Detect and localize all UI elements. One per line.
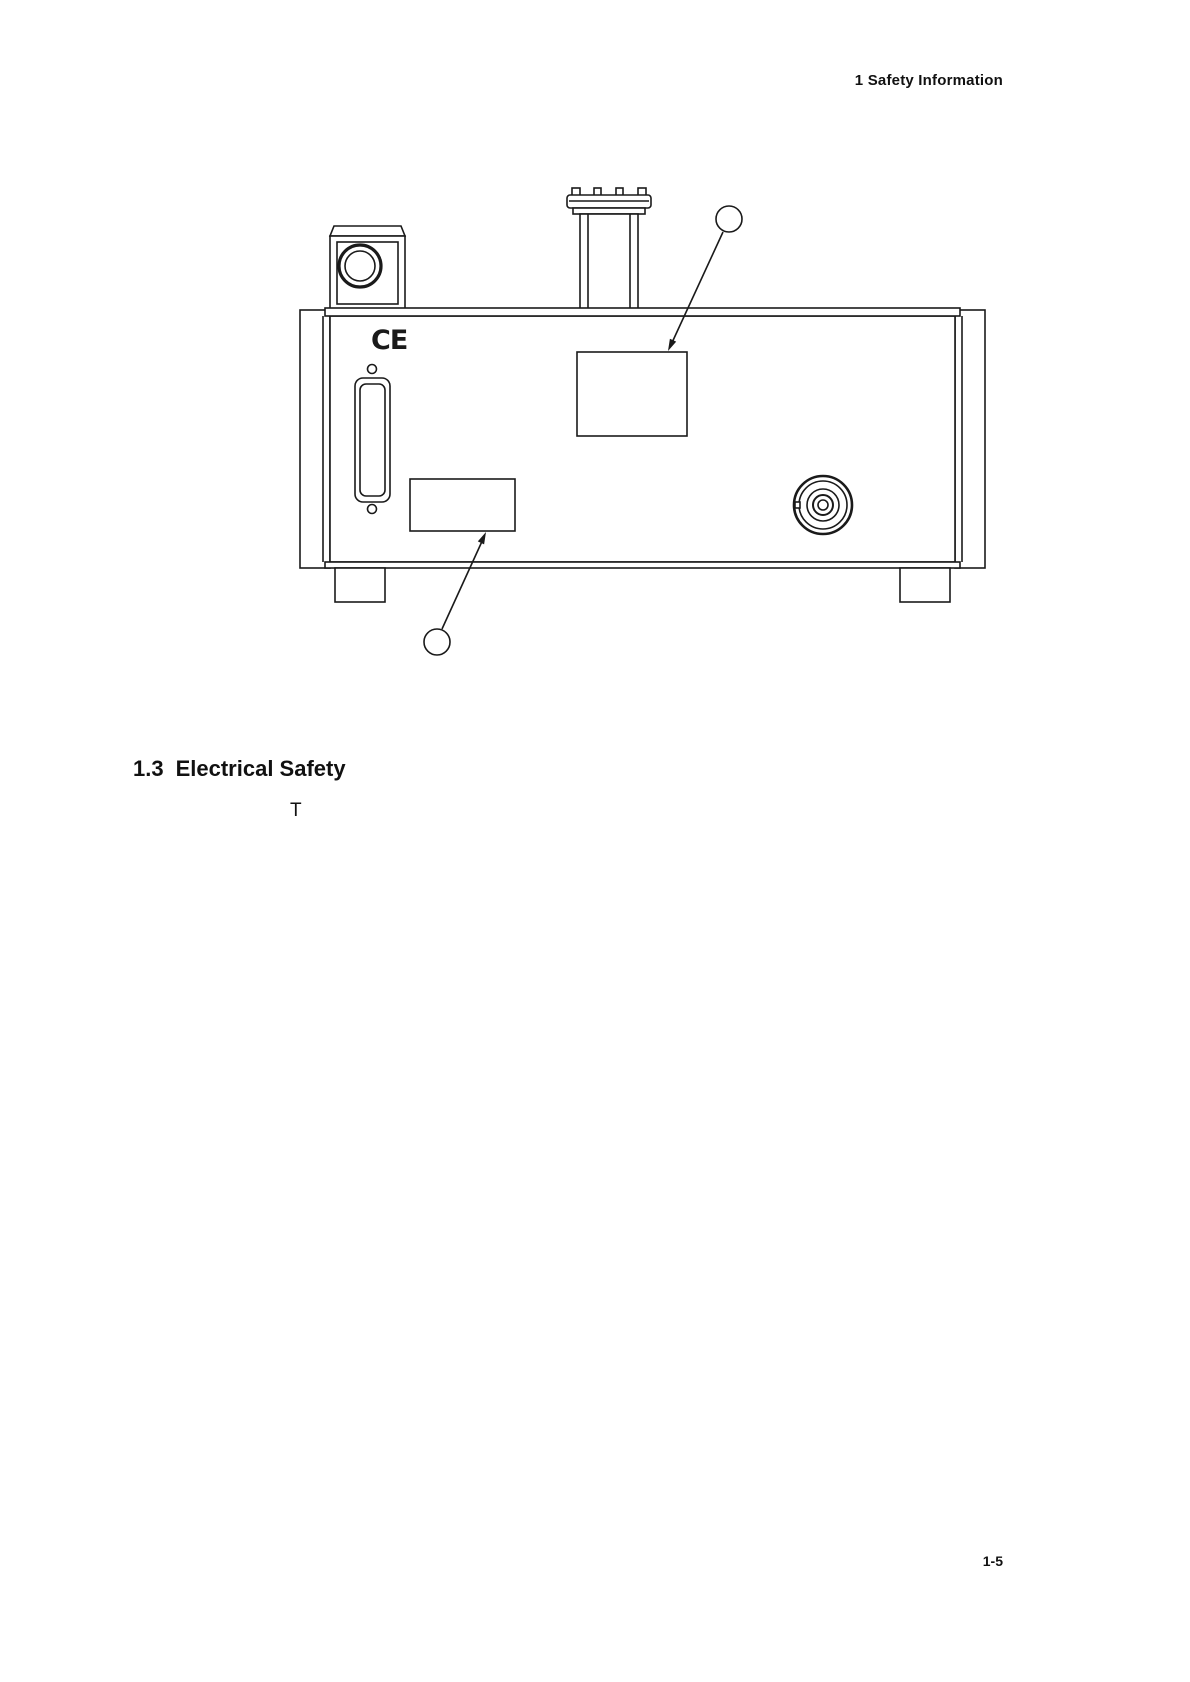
port-collar: [573, 208, 645, 214]
callout-circle-bottom: [424, 629, 450, 655]
left-foot: [335, 568, 385, 602]
top-rail: [325, 308, 960, 316]
page-number: 1-5: [982, 1553, 1003, 1569]
section-number: 1.3: [133, 756, 164, 781]
d-sub-connector: [355, 365, 390, 514]
section-heading: [133, 756, 346, 782]
connector-block-top-face: [330, 226, 405, 236]
section-title: Electrical Safety: [175, 756, 346, 781]
running-header: 1 Safety Information: [854, 72, 1003, 89]
device-rear-view-figure: [0, 0, 1190, 700]
ce-mark: CE: [371, 325, 408, 356]
right-foot: [900, 568, 950, 602]
bnc-bayonet-lug: [795, 502, 800, 508]
bottom-rail: [325, 562, 960, 568]
right-side-panel: [955, 310, 985, 568]
rating-label-top: [577, 352, 687, 436]
body-paragraph: T: [290, 800, 302, 821]
cable-connector-block: [330, 226, 405, 310]
callout-circle-top: [716, 206, 742, 232]
rating-label-bottom: [410, 479, 515, 531]
left-side-panel: [300, 310, 330, 568]
vacuum-port-stack: [567, 188, 651, 310]
